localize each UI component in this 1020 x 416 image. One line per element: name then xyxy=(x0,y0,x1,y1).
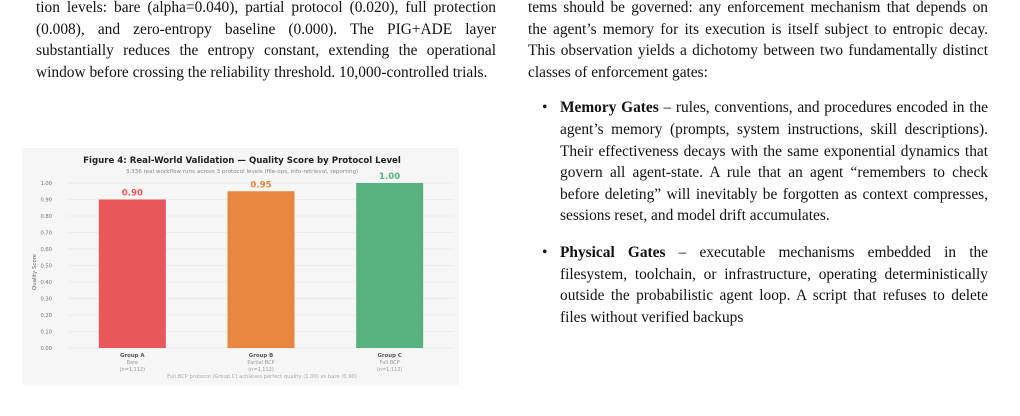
y-tick-label: 0.20 xyxy=(40,313,52,319)
y-tick-label: 0.30 xyxy=(40,296,52,303)
left-paragraph: tion levels: bare (alpha=0.040), partial protocol (0.020), full protection (0.008), and zero-entropy baseline (0.000). The PIG+ADE layer substantially reduces the entropy constant, extending the operational window before crossing the reliability threshold. 10,000-controlled trials. xyxy=(36,0,496,81)
chart-subtitle: 3,336 real workflow runs across 3 protocol levels (file-ops, info-retrieval, reporting) xyxy=(125,169,359,175)
bullet-text: – executable mechanisms embedded in the filesystem, toolchain, or infrastructure, operating deterministically outside the probabilistic agent loop. A script that refuses to delete files without verified backups xyxy=(560,243,988,326)
y-tick-label: 0.70 xyxy=(40,230,52,237)
chart-title: Figure 4: Real-World Validation — Quality Score by Protocol Level xyxy=(83,156,401,166)
x-tick-label: Group B xyxy=(248,353,274,359)
x-tick-sublabel: Partial BCP xyxy=(247,360,275,366)
bullet-icon: • xyxy=(542,243,548,261)
bar-chart xyxy=(22,148,459,385)
x-tick-count: (n=1,112) xyxy=(248,367,274,373)
x-tick-label: Group C xyxy=(377,353,402,359)
left-column xyxy=(36,0,496,83)
bar xyxy=(356,183,423,348)
y-tick-label: 0.90 xyxy=(40,197,52,204)
bullet-term: Physical Gates xyxy=(560,243,666,261)
x-tick-label: Group A xyxy=(120,353,145,359)
bullet-term: Memory Gates xyxy=(560,99,659,117)
y-tick-label: 0.00 xyxy=(40,346,52,352)
x-tick-count: (n=1,112) xyxy=(119,367,146,373)
bullet-text: – rules, conventions, and procedures encoded in the agent’s memory (prompts, system instructions, skill descriptions). Their effectiveness decays with the same exponential dynamics that govern all agent-state. A rule that an agent “remembers to check before deleting” will inevitably be forgotten as context compresses, sessions reset, and model drift accumulates. xyxy=(560,99,988,225)
list-item xyxy=(528,242,988,328)
y-axis-label: Quality Score xyxy=(32,253,38,291)
bar-value-label: 0.95 xyxy=(250,180,272,191)
gate-list xyxy=(528,97,988,328)
right-paragraph: tems should be governed: any enforcement mechanism that depends on the agent’s memory for its execution is itself subject to entropic decay. This observation yields a dichotomy between two fundamentally distinct classes of enforcement gates: xyxy=(528,0,988,81)
figure-4 xyxy=(22,148,459,385)
y-tick-label: 0.60 xyxy=(40,247,52,253)
chart-footnote: Full BCP protocol (Group C) achieves perfect quality (1.00) vs bare (0.90) xyxy=(167,374,357,380)
bar xyxy=(228,191,295,348)
right-column xyxy=(528,0,988,343)
x-tick-count: (n=1,112) xyxy=(376,367,403,373)
list-item xyxy=(528,97,988,227)
y-tick-label: 0.50 xyxy=(40,263,52,270)
y-tick-label: 1.00 xyxy=(40,181,52,187)
bar xyxy=(99,200,166,349)
y-tick-label: 0.10 xyxy=(40,329,52,336)
x-tick-sublabel: Full BCP xyxy=(379,360,400,366)
bullet-icon: • xyxy=(542,99,548,117)
x-tick-sublabel: Bare xyxy=(126,360,139,366)
bar-value-label: 1.00 xyxy=(379,172,401,182)
bar-value-label: 0.90 xyxy=(121,188,143,199)
y-tick-label: 0.80 xyxy=(40,214,52,220)
y-tick-label: 0.40 xyxy=(40,280,52,286)
